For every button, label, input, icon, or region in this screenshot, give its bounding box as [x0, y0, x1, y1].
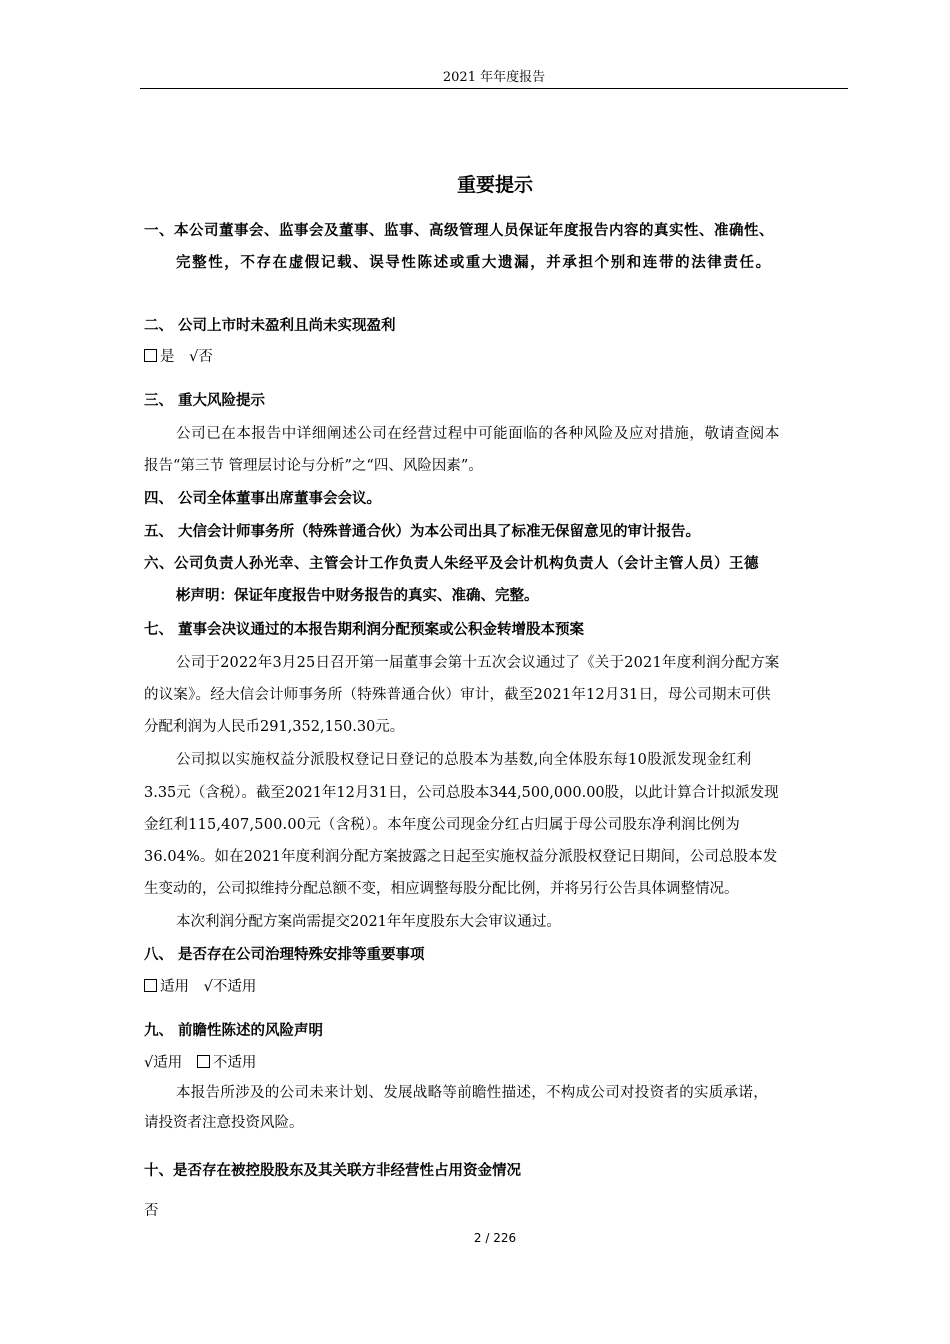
- section-7-p1-line-2: 的议案》。经大信会计师事务所（特殊普通合伙）审计，截至2021年12月31日，母公司期末可供: [144, 687, 771, 703]
- checkbox-unchecked-icon: [144, 349, 157, 362]
- section-6-line-1: 六、公司负责人孙光幸、主管会计工作负责人朱经平及会计机构负责人（会计主管人员）王德: [144, 556, 759, 572]
- option-applicable-label: √适用: [144, 1055, 183, 1071]
- option-not-applicable-label: √不适用: [203, 979, 257, 995]
- section-9-line-1: 本报告所涉及的公司未来计划、发展战略等前瞻性描述，不构成公司对投资者的实质承诺，: [176, 1085, 768, 1101]
- page-number: 2 / 226: [473, 1231, 517, 1245]
- page-title: 重要提示: [456, 174, 533, 196]
- section-1-line-2: 完整性，不存在虚假记载、误导性陈述或重大遗漏，并承担个别和连带的法律责任。: [176, 255, 772, 271]
- section-4-heading: 四、 公司全体董事出席董事会会议。: [144, 491, 382, 507]
- section-7-p2-line-5: 生变动的，公司拟维持分配总额不变，相应调整每股分配比例，并将另行公告具体调整情况。: [144, 881, 739, 897]
- listed-unprofitable-options: [144, 345, 213, 366]
- forward-looking-options: [144, 1051, 256, 1072]
- section-1-line-1: 一、本公司董事会、监事会及董事、监事、高级管理人员保证年度报告内容的真实性、准确性、: [144, 223, 774, 239]
- section-7-p2-line-3: 金红利115,407,500.00元（含税）。本年度公司现金分红占归属于母公司股东净利润比例为: [144, 817, 740, 833]
- section-7-heading: 七、 董事会决议通过的本报告期利润分配预案或公积金转增股本预案: [144, 622, 585, 638]
- section-3-heading: 三、 重大风险提示: [144, 393, 266, 409]
- page-header: 2021 年年度报告: [442, 70, 546, 85]
- section-7-p2-line-4: 36.04%。如在2021年度利润分配方案披露之日起至实施权益分派股权登记日期间，公司总股本发: [144, 849, 778, 865]
- section-6-line-2: 彬声明：保证年度报告中财务报告的真实、准确、完整。: [176, 588, 539, 604]
- section-2-heading: 二、 公司上市时未盈利且尚未实现盈利: [144, 318, 396, 334]
- option-applicable-label: 适用: [160, 979, 189, 995]
- section-7-p1-line-3: 分配利润为人民币291,352,150.30元。: [144, 719, 405, 735]
- checkbox-unchecked-icon: [144, 979, 157, 992]
- section-3-line-2: 报告“第三节 管理层讨论与分析”之“四、风险因素”。: [144, 458, 483, 474]
- section-3-line-1: 公司已在本报告中详细阐述公司在经营过程中可能面临的各种风险及应对措施，敬请查阅本: [176, 426, 780, 442]
- governance-options: [144, 975, 256, 996]
- option-no-label: √否: [189, 349, 213, 365]
- section-7-p1-line-1: 公司于2022年3月25日召开第一届董事会第十五次会议通过了《关于2021年度利润分配方案: [176, 655, 780, 671]
- option-not-applicable-label: 不适用: [212, 1055, 257, 1071]
- checkbox-unchecked-icon: [197, 1055, 210, 1068]
- section-10-answer: 否: [144, 1203, 159, 1219]
- section-7-p2-line-2: 3.35元（含税）。截至2021年12月31日，公司总股本344,500,000.00股，以此计算合计拟派发现: [144, 785, 779, 801]
- section-5-heading: 五、 大信会计师事务所（特殊普通合伙）为本公司出具了标准无保留意见的审计报告。: [144, 524, 701, 540]
- section-9-heading: 九、 前瞻性陈述的风险声明: [144, 1023, 324, 1039]
- header-rule: [140, 88, 848, 89]
- section-10-heading: 十、是否存在被控股股东及其关联方非经营性占用资金情况: [144, 1163, 521, 1179]
- section-7-p2-line-1: 公司拟以实施权益分派股权登记日登记的总股本为基数,向全体股东每10股派发现金红利: [176, 752, 752, 768]
- section-7-p3: 本次利润分配方案尚需提交2021年年度股东大会审议通过。: [176, 914, 561, 930]
- option-yes-label: 是: [160, 349, 175, 365]
- section-8-heading: 八、 是否存在公司治理特殊安排等重要事项: [144, 947, 425, 963]
- section-9-line-2: 请投资者注意投资风险。: [144, 1115, 304, 1131]
